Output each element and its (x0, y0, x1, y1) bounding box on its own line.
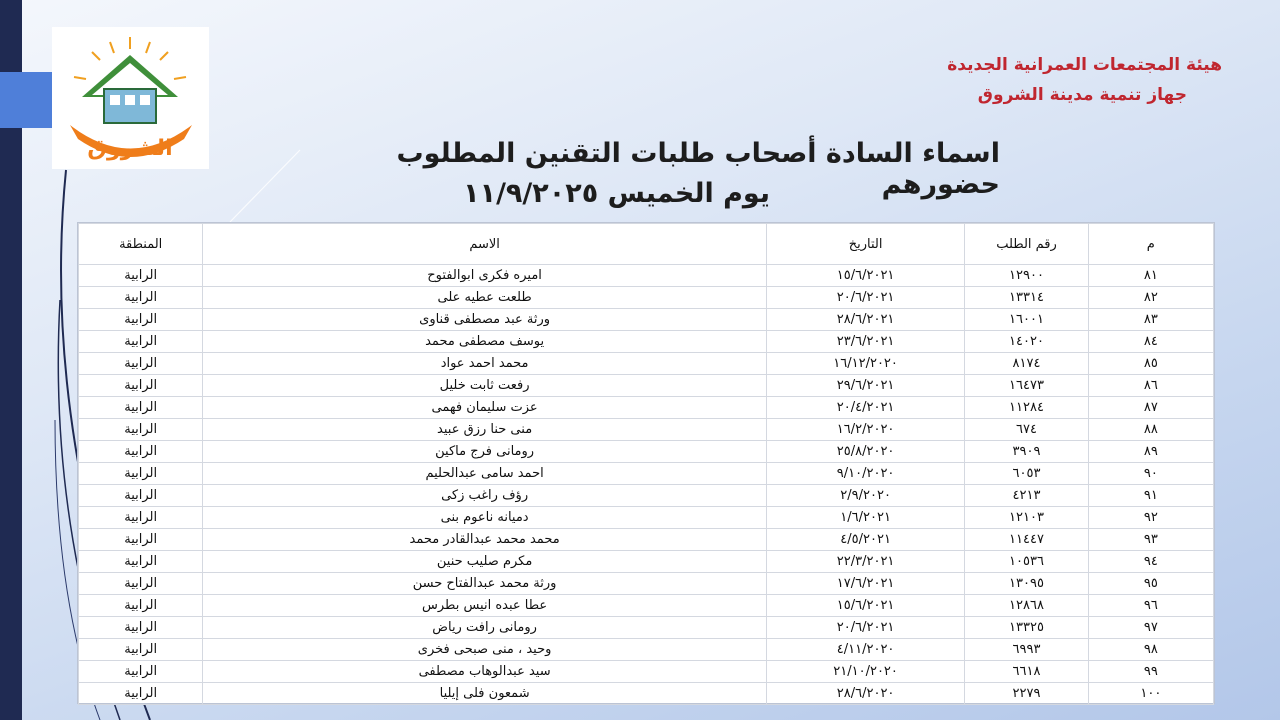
cell-area: الرابية (79, 595, 203, 617)
table-row (79, 485, 1214, 507)
cell-num: ٩٢ (1088, 507, 1213, 529)
cell-request-number: ٦٠٥٣ (965, 463, 1088, 485)
cell-date: ٢٠/٦/٢٠٢١ (766, 617, 965, 639)
cell-date: ١٦/٢/٢٠٢٠ (766, 419, 965, 441)
cell-date: ٢٩/٦/٢٠٢١ (766, 375, 965, 397)
cell-name: سيد عبدالوهاب مصطفى (203, 661, 766, 683)
cell-name: محمد احمد عواد (203, 353, 766, 375)
cell-date: ١/٦/٢٠٢١ (766, 507, 965, 529)
table-row (79, 265, 1214, 287)
attendees-table (77, 222, 1215, 704)
cell-num: ٨٩ (1088, 441, 1213, 463)
page-title: اسماء السادة أصحاب طلبات التقنين المطلوب حضورهم (396, 138, 1000, 200)
shorouk-city-logo-icon (52, 27, 209, 169)
table-row (79, 617, 1214, 639)
cell-num: ٩٤ (1088, 551, 1213, 573)
org-subname: جهاز تنمية مدينة الشروق (977, 85, 1187, 105)
table-row (79, 309, 1214, 331)
table-row (79, 661, 1214, 683)
cell-num: ٨٤ (1088, 331, 1213, 353)
cell-num: ٨٧ (1088, 397, 1213, 419)
cell-area: الرابية (79, 353, 203, 375)
svg-text:الشروق: الشروق (87, 136, 173, 161)
cell-date: ١٧/٦/٢٠٢١ (766, 573, 965, 595)
cell-num: ٩٨ (1088, 639, 1213, 661)
cell-request-number: ٦٧٤ (965, 419, 1088, 441)
cell-num: ٨٨ (1088, 419, 1213, 441)
table-row (79, 441, 1214, 463)
cell-name: طلعت عطيه على (203, 287, 766, 309)
cell-name: مكرم صليب حنين (203, 551, 766, 573)
col-header-request-number: رقم الطلب (965, 224, 1088, 265)
table-body (79, 265, 1214, 705)
cell-date: ١٦/١٢/٢٠٢٠ (766, 353, 965, 375)
cell-area: الرابية (79, 617, 203, 639)
col-header-area: المنطقة (79, 224, 203, 265)
org-name: هيئة المجتمعات العمرانية الجديدة (947, 55, 1222, 75)
cell-name: رفعت ثابت خليل (203, 375, 766, 397)
cell-request-number: ١٤٠٢٠ (965, 331, 1088, 353)
cell-area: الرابية (79, 287, 203, 309)
cell-name: محمد محمد عبدالقادر محمد (203, 529, 766, 551)
cell-area: الرابية (79, 331, 203, 353)
cell-area: الرابية (79, 683, 203, 705)
cell-num: ٨١ (1088, 265, 1213, 287)
cell-date: ١٥/٦/٢٠٢١ (766, 595, 965, 617)
cell-date: ٢٢/٣/٢٠٢١ (766, 551, 965, 573)
cell-date: ٢٨/٦/٢٠٢١ (766, 309, 965, 331)
table-row (79, 639, 1214, 661)
cell-request-number: ٦٩٩٣ (965, 639, 1088, 661)
cell-num: ٩٣ (1088, 529, 1213, 551)
cell-name: عطا عبده انيس بطرس (203, 595, 766, 617)
table-row (79, 353, 1214, 375)
table-row (79, 529, 1214, 551)
organization-header (902, 50, 1222, 110)
table-row (79, 573, 1214, 595)
cell-area: الرابية (79, 419, 203, 441)
cell-date: ٢٣/٦/٢٠٢١ (766, 331, 965, 353)
cell-date: ٢١/١٠/٢٠٢٠ (766, 661, 965, 683)
cell-date: ٢٨/٦/٢٠٢٠ (766, 683, 965, 705)
cell-request-number: ١٦٤٧٣ (965, 375, 1088, 397)
cell-name: منى حنا رزق عبيد (203, 419, 766, 441)
cell-request-number: ١٢٨٦٨ (965, 595, 1088, 617)
cell-num: ٨٣ (1088, 309, 1213, 331)
cell-date: ٤/٥/٢٠٢١ (766, 529, 965, 551)
cell-area: الرابية (79, 375, 203, 397)
cell-date: ٤/١١/٢٠٢٠ (766, 639, 965, 661)
cell-name: عزت سليمان فهمى (203, 397, 766, 419)
col-header-name: الاسم (203, 224, 766, 265)
table-row (79, 331, 1214, 353)
cell-request-number: ١٦٠٠١ (965, 309, 1088, 331)
cell-name: وحيد ، منى صبحى فخرى (203, 639, 766, 661)
table-row (79, 551, 1214, 573)
cell-name: شمعون فلى إيليا (203, 683, 766, 705)
cell-area: الرابية (79, 265, 203, 287)
cell-request-number: ١٣٠٩٥ (965, 573, 1088, 595)
cell-num: ٨٦ (1088, 375, 1213, 397)
table-row (79, 397, 1214, 419)
page-subtitle: يوم الخميس ١١/٩/٢٠٢٥ (463, 178, 770, 209)
cell-name: دميانه ناعوم بنى (203, 507, 766, 529)
table-row (79, 419, 1214, 441)
cell-num: ١٠٠ (1088, 683, 1213, 705)
table-row (79, 375, 1214, 397)
cell-request-number: ١٢١٠٣ (965, 507, 1088, 529)
cell-date: ٢٠/٦/٢٠٢١ (766, 287, 965, 309)
cell-num: ٩١ (1088, 485, 1213, 507)
cell-area: الرابية (79, 529, 203, 551)
cell-request-number: ١٢٩٠٠ (965, 265, 1088, 287)
cell-name: ورثة عبد مصطفى قناوى (203, 309, 766, 331)
cell-request-number: ٣٩٠٩ (965, 441, 1088, 463)
cell-name: رؤف راغب زكى (203, 485, 766, 507)
cell-num: ٨٢ (1088, 287, 1213, 309)
col-header-num: م (1088, 224, 1213, 265)
cell-area: الرابية (79, 507, 203, 529)
table-row (79, 507, 1214, 529)
cell-name: ورثة محمد عبدالفتاح حسن (203, 573, 766, 595)
cell-num: ٩٦ (1088, 595, 1213, 617)
cell-request-number: ١١٤٤٧ (965, 529, 1088, 551)
cell-request-number: ١٣٣١٤ (965, 287, 1088, 309)
cell-num: ٨٥ (1088, 353, 1213, 375)
cell-name: رومانى فرج ماكين (203, 441, 766, 463)
cell-name: احمد سامى عبدالحليم (203, 463, 766, 485)
cell-date: ٢٠/٤/٢٠٢١ (766, 397, 965, 419)
cell-name: يوسف مصطفى محمد (203, 331, 766, 353)
cell-num: ٩٧ (1088, 617, 1213, 639)
cell-num: ٩٥ (1088, 573, 1213, 595)
cell-request-number: ١٠٥٣٦ (965, 551, 1088, 573)
cell-name: رومانى رافت رياض (203, 617, 766, 639)
cell-name: اميره فكرى ابوالفتوح (203, 265, 766, 287)
cell-date: ٢/٩/٢٠٢٠ (766, 485, 965, 507)
table-row (79, 463, 1214, 485)
cell-request-number: ٨١٧٤ (965, 353, 1088, 375)
cell-area: الرابية (79, 485, 203, 507)
cell-request-number: ١٣٣٢٥ (965, 617, 1088, 639)
col-header-date: التاريخ (766, 224, 965, 265)
cell-date: ١٥/٦/٢٠٢١ (766, 265, 965, 287)
cell-request-number: ٢٢٧٩ (965, 683, 1088, 705)
cell-area: الرابية (79, 397, 203, 419)
cell-request-number: ١١٢٨٤ (965, 397, 1088, 419)
cell-area: الرابية (79, 639, 203, 661)
cell-num: ٩٠ (1088, 463, 1213, 485)
cell-area: الرابية (79, 309, 203, 331)
cell-date: ٢٥/٨/٢٠٢٠ (766, 441, 965, 463)
cell-area: الرابية (79, 463, 203, 485)
cell-num: ٩٩ (1088, 661, 1213, 683)
table-row (79, 595, 1214, 617)
table-row (79, 683, 1214, 705)
cell-area: الرابية (79, 551, 203, 573)
logo (52, 27, 209, 169)
cell-request-number: ٤٢١٣ (965, 485, 1088, 507)
cell-area: الرابية (79, 661, 203, 683)
table-header-row (79, 224, 1214, 265)
cell-date: ٩/١٠/٢٠٢٠ (766, 463, 965, 485)
cell-area: الرابية (79, 441, 203, 463)
table-row (79, 287, 1214, 309)
cell-request-number: ٦٦١٨ (965, 661, 1088, 683)
cell-area: الرابية (79, 573, 203, 595)
